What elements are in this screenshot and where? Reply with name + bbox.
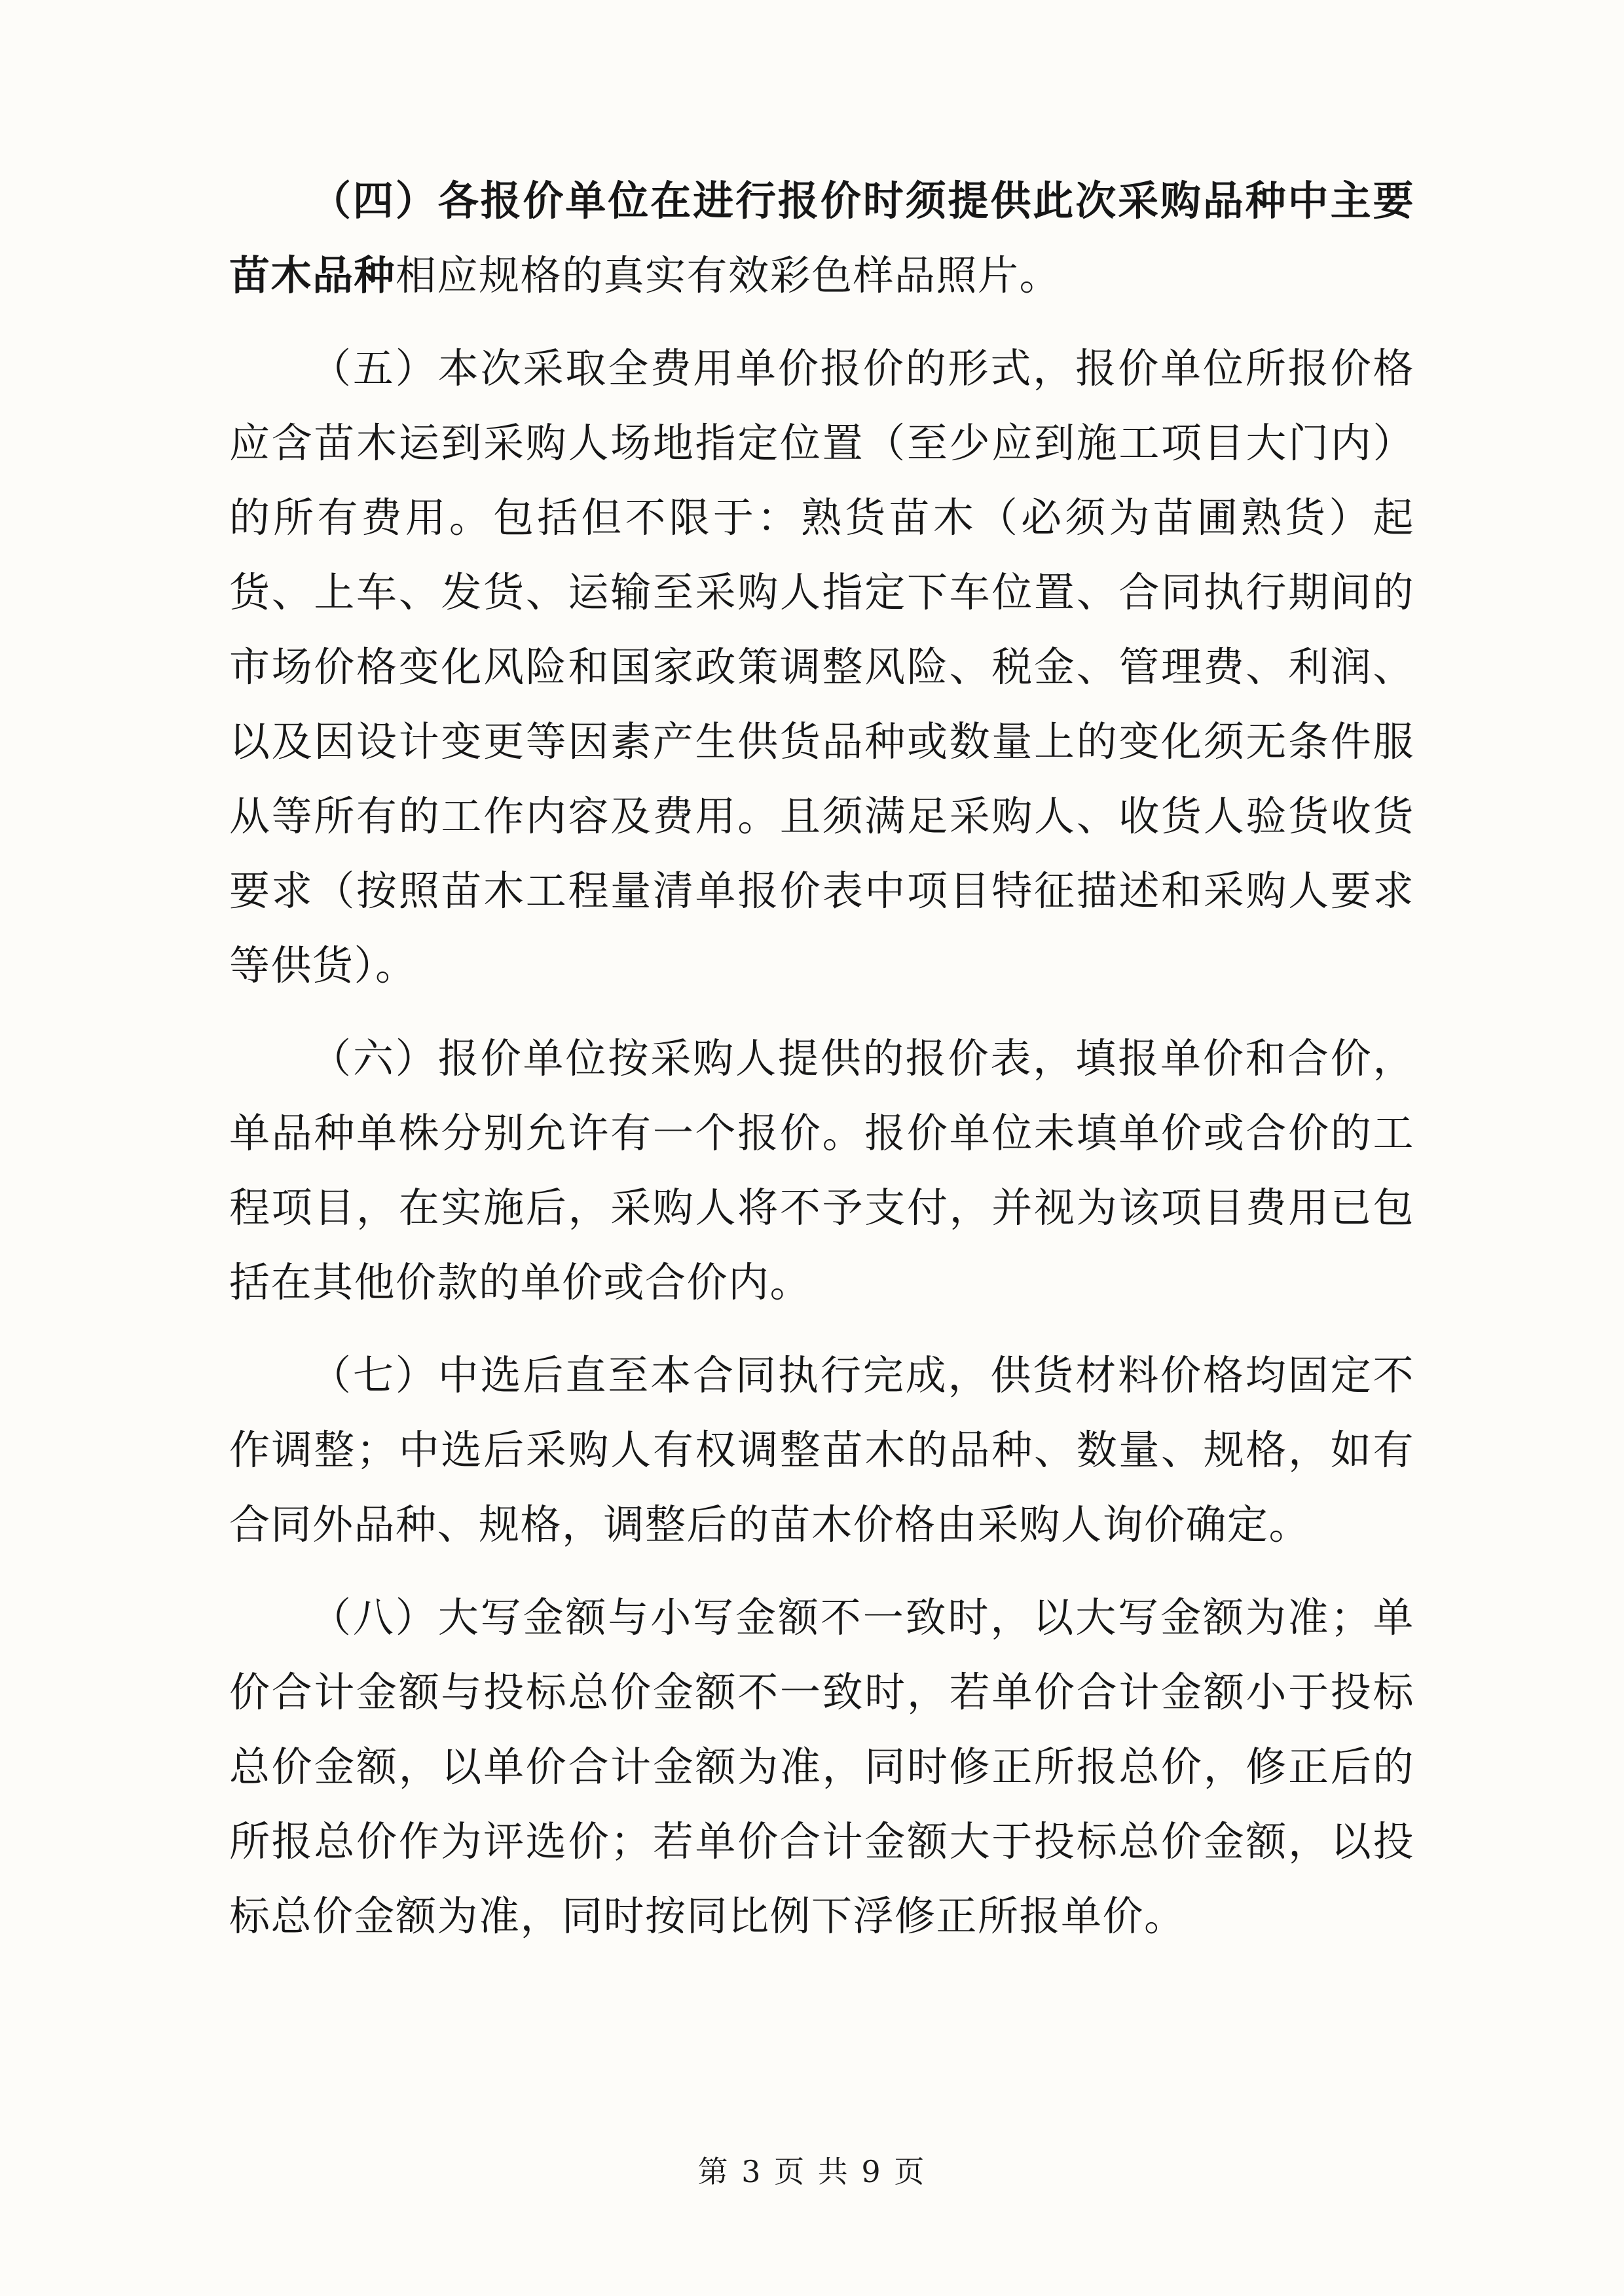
paragraph-item-4-lead: （四）各报价单位在进行报价时须提供此次采购品种中主要苗木品种 bbox=[229, 177, 1414, 299]
page-footer bbox=[0, 2148, 1624, 2191]
paragraph-item-5: （五）本次采取全费用单价报价的形式，报价单位所报价格应含苗木运到采购人场地指定位置（至少应到施工项目大门内）的所有费用。包括但不限于：熟货苗木（必须为苗圃熟货）起货、上车、发货、运输至采购人指定下车位置、合同执行期间的市场价格变化风险和国家政策调整风险、税金、管理费、利润、以及因设计变更等因素产生供货品种或数量上的变化须无条件服从等所有的工作内容及费用。且须满足采购人、收货人验货收货要求（按照苗木工程量清单报价表中项目特征描述和采购人要求等供货）。 bbox=[229, 344, 1414, 989]
paragraph-item-6: （六）报价单位按采购人提供的报价表，填报单价和合价，单品种单株分别允许有一个报价。报价单位未填单价或合价的工程项目，在实施后，采购人将不予支付，并视为该项目费用已包括在其他价款的单价或合价内。 bbox=[229, 1034, 1414, 1306]
paragraph-item-4-rest: 相应规格的真实有效彩色样品照片。 bbox=[396, 251, 1061, 299]
page-footer-text: 第 3 页 共 9 页 bbox=[697, 2154, 927, 2189]
paragraph-item-8: （八）大写金额与小写金额不一致时，以大写金额为准；单价合计金额与投标总价金额不一致时，若单价合计金额小于投标总价金额，以单价合计金额为准，同时修正所报总价，修正后的所报总价作为评选价；若单价合计金额大于投标总价金额，以投标总价金额为准，同时按同比例下浮修正所报单价。 bbox=[229, 1594, 1414, 1940]
paragraph-item-7: （七）中选后直至本合同执行完成，供货材料价格均固定不作调整；中选后采购人有权调整苗木的品种、数量、规格，如有合同外品种、规格，调整后的苗木价格由采购人询价确定。 bbox=[229, 1351, 1414, 1548]
paragraph-item-4 bbox=[229, 164, 1414, 313]
